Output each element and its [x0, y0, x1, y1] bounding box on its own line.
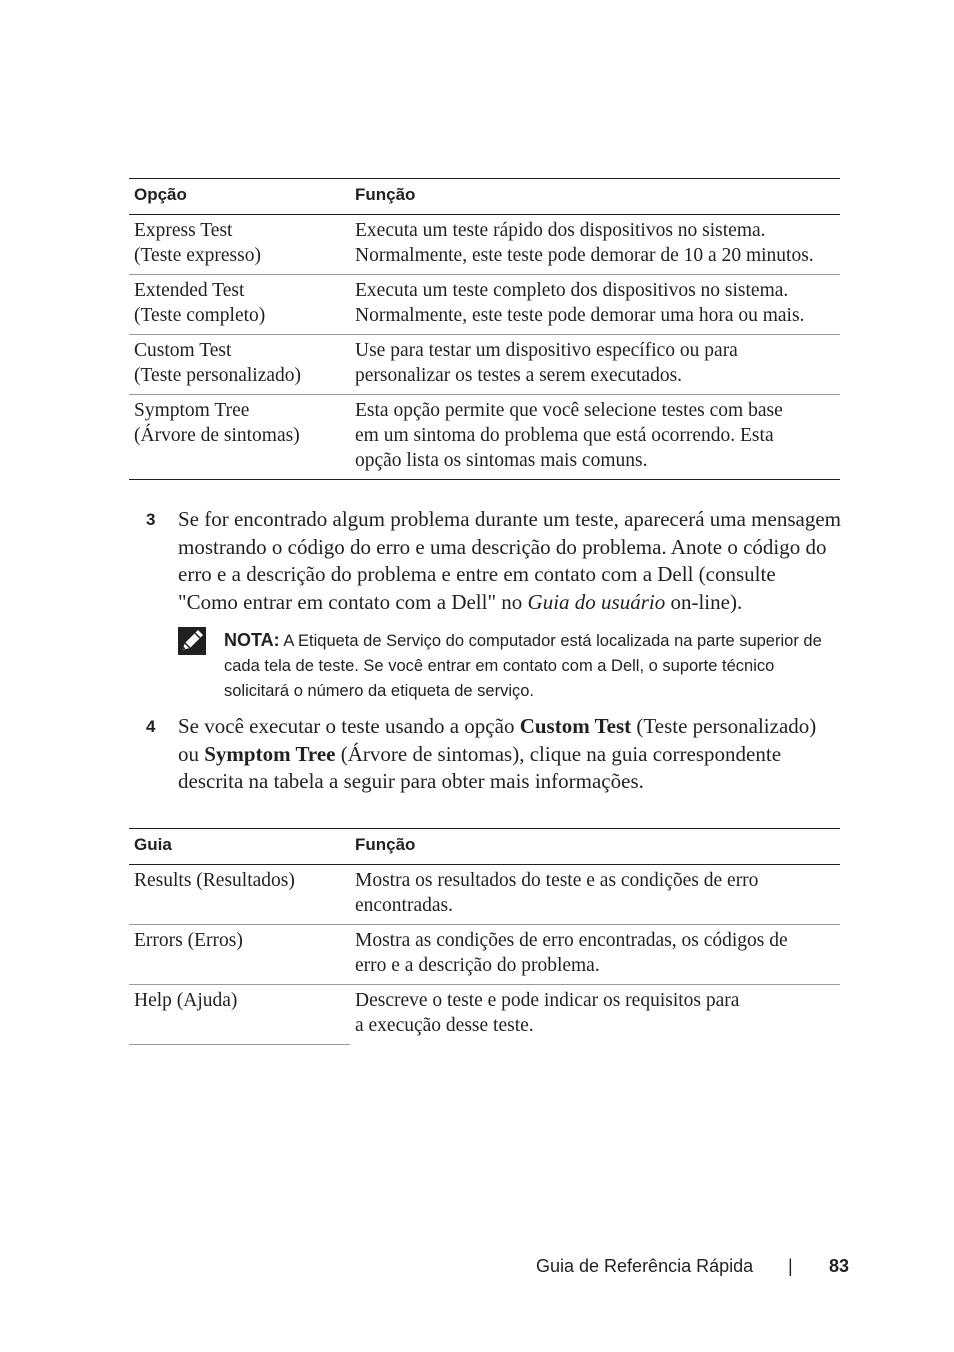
option-translation: (Teste expresso) [134, 245, 261, 266]
function-cell [350, 985, 840, 1045]
function-cell [350, 395, 840, 480]
function-text: Esta opção permite que você selecione testes com base [355, 400, 783, 421]
option-cell [129, 395, 350, 480]
option-translation: (Teste completo) [134, 305, 266, 326]
table-header-row [129, 829, 840, 865]
function-text: Use para testar um dispositivo específico ou para [355, 340, 738, 361]
step-number: 3 [146, 510, 156, 529]
function-text: opção lista os sintomas mais comuns. [355, 450, 648, 471]
column-header-tab: Guia [129, 829, 350, 865]
option-name: Custom Test [134, 340, 232, 361]
step-number: 4 [146, 717, 156, 736]
text-segment: (Teste personalizado) [631, 714, 817, 738]
function-text: Executa um teste completo dos dispositivos no sistema. [355, 280, 789, 301]
text-segment: (Árvore de sintomas), clique na guia correspondente [335, 741, 782, 766]
options-table [129, 178, 840, 480]
function-cell [350, 335, 840, 395]
tabs-table [129, 828, 840, 1045]
function-text: em um sintoma do problema que está ocorrendo. Esta [355, 425, 774, 446]
option-name: Express Test [134, 220, 233, 241]
column-header-function: Função [350, 829, 840, 865]
tab-cell [129, 865, 350, 925]
tab-cell [129, 925, 350, 985]
paragraph-line [178, 741, 858, 769]
table-row [129, 925, 840, 985]
option-translation: (Árvore de sintomas) [134, 425, 300, 446]
function-text: encontradas. [355, 895, 453, 916]
paragraph-line: descrita na tabela a seguir para obter mais informações. [178, 769, 644, 793]
note-pencil-icon [178, 627, 206, 655]
function-text: Normalmente, este teste pode demorar uma hora ou mais. [355, 305, 805, 326]
paragraph-line: mostrando o código do erro e uma descrição do problema. Anote o código do [178, 534, 827, 559]
text-segment: ou [178, 741, 205, 766]
function-text: Executa um teste rápido dos dispositivos no sistema. [355, 220, 766, 241]
tab-name: Help (Ajuda) [134, 990, 238, 1011]
note-line: solicitará o número da etiqueta de serviço. [224, 682, 535, 700]
step-3-paragraph [178, 506, 858, 616]
note-text: A Etiqueta de Serviço do computador está localizada na parte superior de [279, 632, 822, 650]
tab-cell [129, 985, 350, 1045]
table-row [129, 335, 840, 395]
option-name: Extended Test [134, 280, 245, 301]
function-text: erro e a descrição do problema. [355, 955, 600, 976]
function-text: Descreve o teste e pode indicar os requisitos para [355, 990, 740, 1011]
column-header-option: Opção [129, 179, 350, 215]
option-name: Symptom Tree [134, 400, 250, 421]
function-cell [350, 215, 840, 275]
paragraph-line [178, 589, 858, 617]
option-cell [129, 335, 350, 395]
function-text: a execução desse teste. [355, 1015, 534, 1036]
note-line [224, 628, 854, 654]
text-segment: "Como entrar em contato com a Dell" no [178, 589, 528, 614]
table-header-row [129, 179, 840, 215]
table-row [129, 215, 840, 275]
function-text: Mostra os resultados do teste e as condições de erro [355, 870, 759, 891]
user-guide-reference: Guia do usuário [527, 589, 666, 614]
column-header-function: Função [350, 179, 840, 215]
paragraph-line: Se for encontrado algum problema durante um teste, aparecerá uma mensagem [178, 507, 841, 531]
function-cell [350, 865, 840, 925]
note-label: NOTA: [224, 630, 280, 650]
text-segment: Se você executar o teste usando a opção [178, 714, 520, 738]
table-row [129, 985, 840, 1045]
table-row [129, 275, 840, 335]
note-line: cada tela de teste. Se você entrar em contato com a Dell, o suporte técnico [224, 657, 775, 675]
note-block [224, 628, 854, 704]
footer-separator: | [788, 1256, 793, 1276]
step-4-paragraph [178, 713, 858, 796]
table-row [129, 865, 840, 925]
option-translation: (Teste personalizado) [134, 365, 302, 386]
function-cell [350, 925, 840, 985]
symptom-tree-term: Symptom Tree [204, 741, 336, 766]
paragraph-line [178, 713, 858, 741]
custom-test-term: Custom Test [519, 714, 632, 738]
text-segment: on-line). [665, 589, 743, 614]
function-text: Mostra as condições de erro encontradas, os códigos de [355, 930, 788, 951]
tab-name: Errors (Erros) [134, 930, 243, 951]
option-cell [129, 275, 350, 335]
footer-title: Guia de Referência Rápida [536, 1256, 754, 1276]
function-text: Normalmente, este teste pode demorar de 10 a 20 minutos. [355, 245, 814, 266]
option-cell [129, 215, 350, 275]
function-text: personalizar os testes a serem executados. [355, 365, 683, 386]
tab-name: Results (Resultados) [134, 870, 295, 891]
paragraph-line: erro e a descrição do problema e entre em contato com a Dell (consulte [178, 562, 776, 586]
function-cell [350, 275, 840, 335]
table-row [129, 395, 840, 480]
page-number: 83 [829, 1256, 850, 1276]
